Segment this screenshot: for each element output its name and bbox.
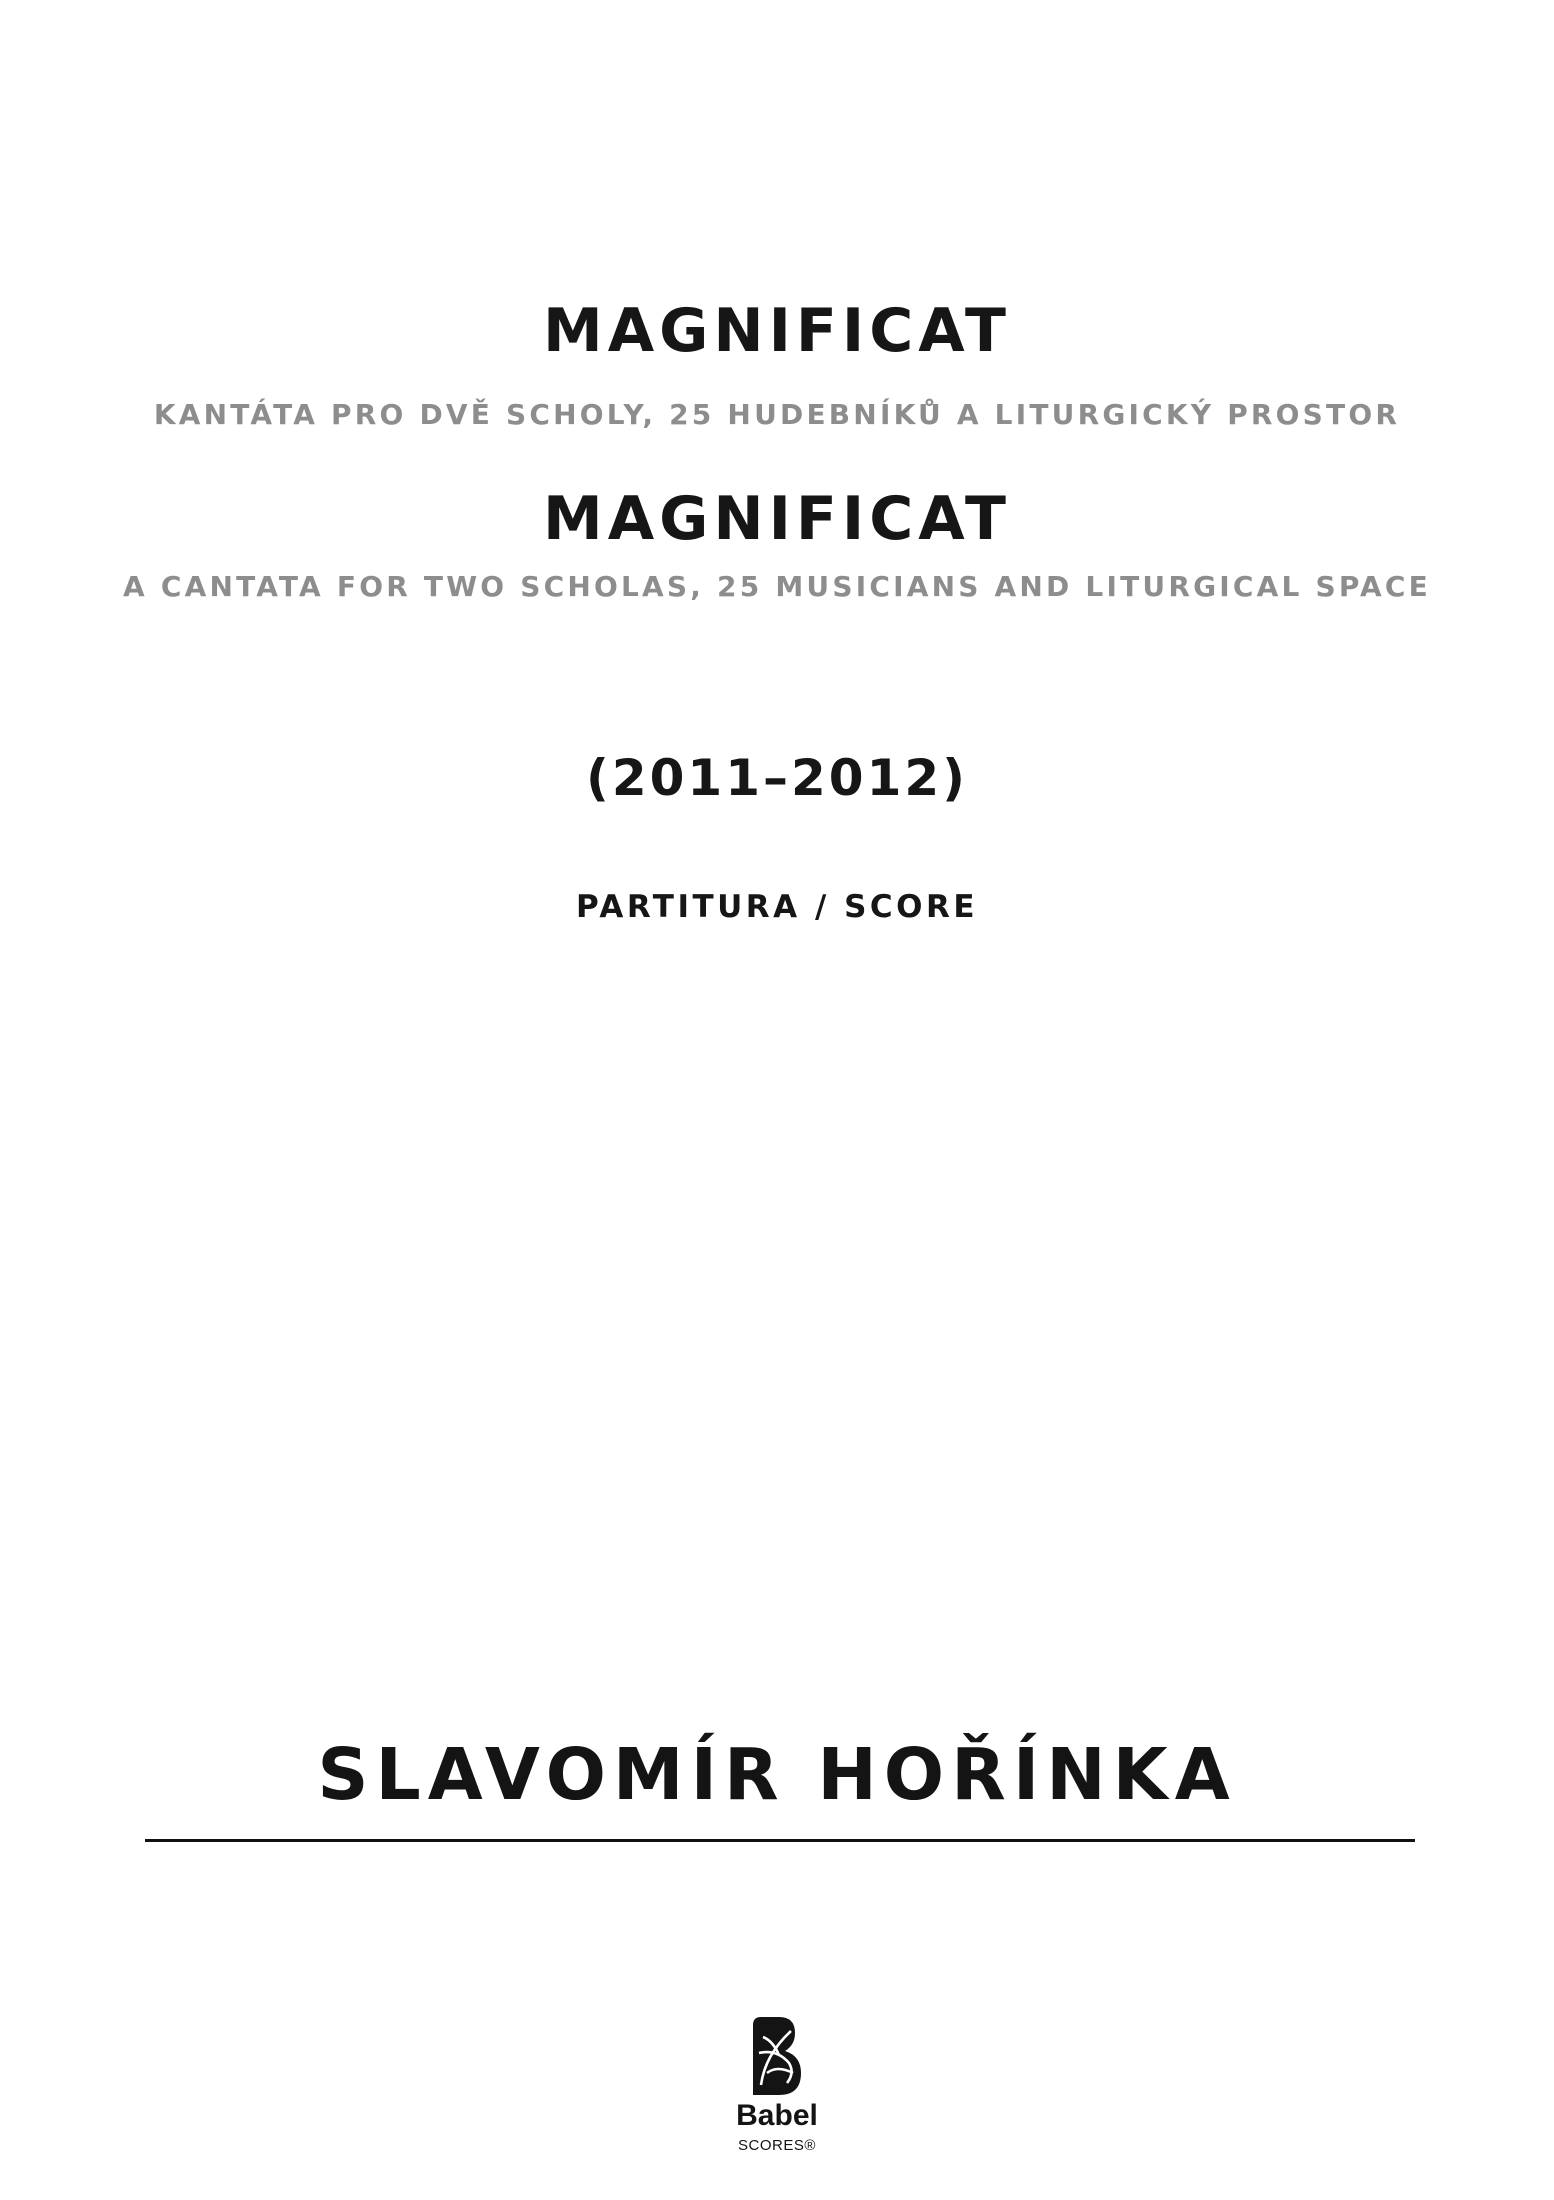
subtitle-english: A CANTATA FOR TWO SCHOLAS, 25 MUSICIANS AND LITURGICAL SPACE <box>123 570 1431 603</box>
publisher-name-line2: SCORES® <box>738 2137 816 2154</box>
edition-label: PARTITURA / SCORE <box>575 889 979 925</box>
subtitle-czech: KANTÁTA PRO DVĚ SCHOLY, 25 HUDEBNÍKŮ A LITURGICKÝ PROSTOR <box>153 398 1401 431</box>
divider-rule <box>145 1839 1415 1842</box>
title-czech: MAGNIFICAT <box>543 296 1011 366</box>
composition-dates: (2011–2012) <box>585 749 969 807</box>
publisher-logo <box>720 2015 834 2165</box>
babel-scores-logo-icon <box>747 2015 807 2097</box>
title-english: MAGNIFICAT <box>543 484 1011 554</box>
publisher-name: Babel <box>736 2099 818 2132</box>
composer-name: SLAVOMÍR HOŘÍNKA <box>317 1733 1237 1816</box>
